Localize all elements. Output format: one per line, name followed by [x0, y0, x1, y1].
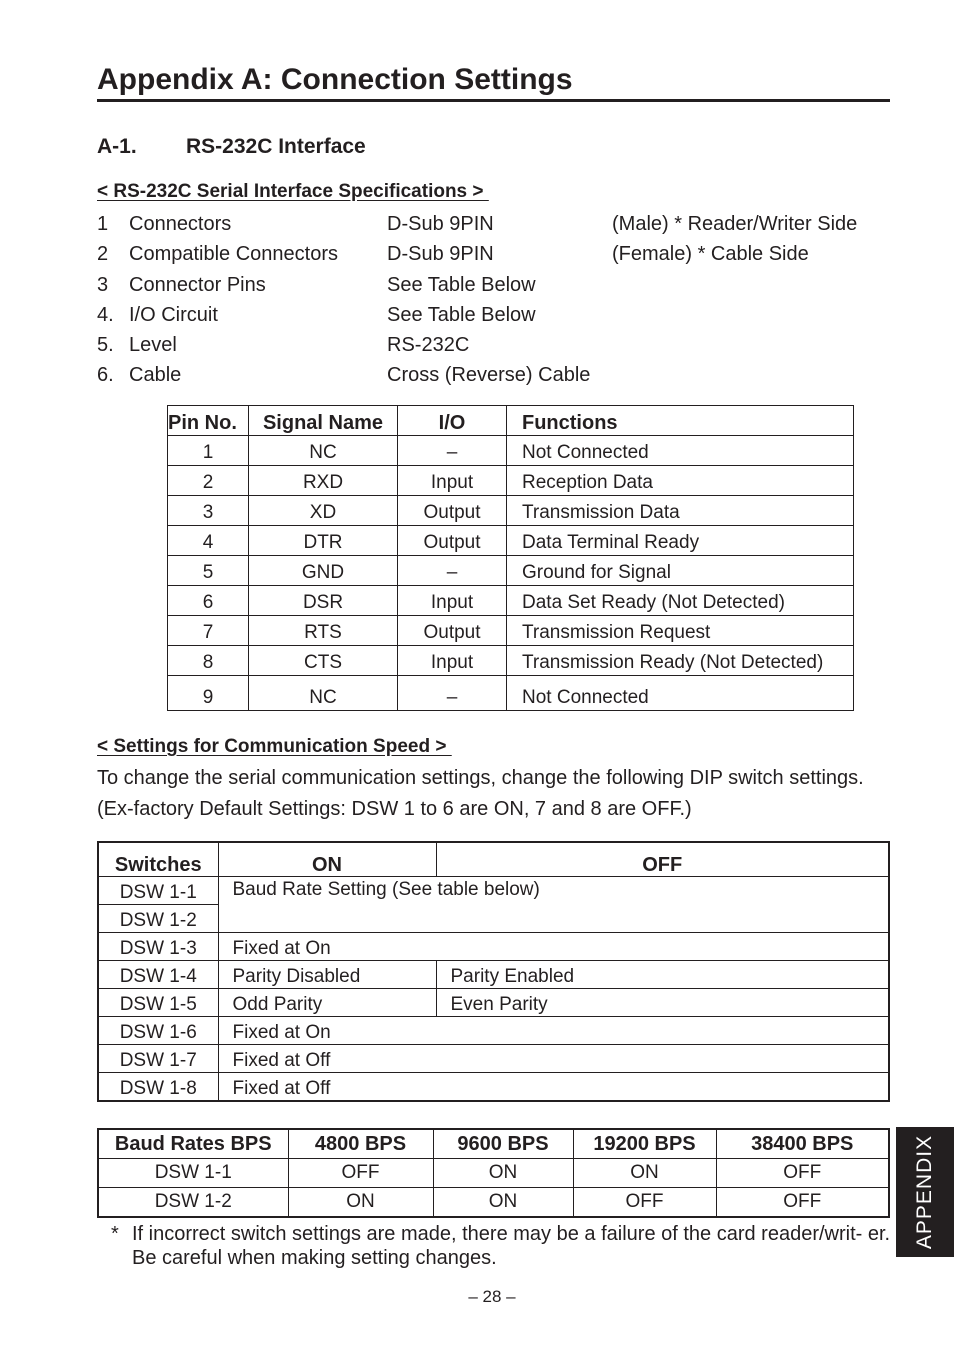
table-cell: GND: [249, 556, 398, 586]
spec-num: 4.: [97, 303, 114, 326]
table-cell: DTR: [249, 526, 398, 556]
table-cell: –: [398, 556, 507, 586]
spec-num: 2: [97, 243, 109, 266]
table-cell: 6: [168, 586, 249, 616]
table-cell: NC: [249, 436, 398, 466]
spec-value: Cross (Reverse) Cable: [387, 364, 591, 387]
speed-heading: < Settings for Communication Speed >: [97, 736, 452, 757]
table-cell: OFF: [288, 1159, 433, 1188]
spec-note: (Female) * Cable Side: [612, 243, 809, 266]
spec-item: [97, 239, 897, 269]
spec-value: RS-232C: [387, 334, 470, 357]
switch-cell: DSW 1-1: [98, 877, 218, 905]
table-row: [168, 556, 854, 586]
column-header: I/O: [398, 406, 507, 436]
table-cell: DSW 1-1: [98, 1159, 288, 1188]
table-cell: RTS: [249, 616, 398, 646]
column-header: 4800 BPS: [288, 1129, 433, 1159]
table-cell: NC: [249, 676, 398, 711]
spec-label: Connector Pins: [129, 273, 266, 296]
table-row: [98, 989, 889, 1017]
table-cell: Fixed at On: [218, 933, 889, 961]
spec-value: D-Sub 9PIN: [387, 213, 494, 235]
switch-cell: DSW 1-4: [98, 961, 218, 989]
switch-cell: DSW 1-5: [98, 989, 218, 1017]
spec-label: Connectors: [129, 213, 232, 235]
footnote-marker: *: [111, 1223, 119, 1245]
spec-note: (Male) * Reader/Writer Side: [612, 213, 858, 235]
table-cell: Input: [398, 586, 507, 616]
table-cell: Output: [398, 616, 507, 646]
table-header-row: [168, 406, 854, 436]
switch-cell: DSW 1-8: [98, 1073, 218, 1102]
table-row: [98, 933, 889, 961]
spec-label: I/O Circuit: [129, 303, 218, 326]
table-row: [98, 1188, 889, 1218]
table-cell: ON: [433, 1188, 573, 1218]
table-cell: Even Parity: [436, 989, 889, 1017]
section-number: A-1.: [97, 135, 137, 158]
table-cell: Reception Data: [507, 466, 854, 496]
side-tab-label: APPENDIX: [913, 1134, 936, 1250]
spec-label: Level: [129, 334, 177, 357]
table-cell: ON: [573, 1159, 716, 1188]
table-cell: RXD: [249, 466, 398, 496]
baud-rate-cell: Baud Rate Setting (See table below): [218, 877, 889, 933]
table-cell: –: [398, 676, 507, 711]
table-row: [168, 616, 854, 646]
spec-value: See Table Below: [387, 303, 536, 326]
table-cell: Transmission Request: [507, 616, 854, 646]
column-header: Functions: [507, 406, 854, 436]
page-number: – 28 –: [468, 1287, 516, 1306]
dip-switch-table: [97, 841, 890, 1102]
table-header-row: [98, 842, 889, 877]
spec-item: [97, 270, 897, 300]
footnote-text: If incorrect switch settings are made, there may be a failure of the card reader/writ- er. Be careful when making setting changes.: [132, 1223, 891, 1269]
table-row: [168, 526, 854, 556]
table-cell: Data Terminal Ready: [507, 526, 854, 556]
section-title: RS-232C Interface: [186, 135, 366, 158]
column-header: ON: [218, 842, 436, 877]
table-cell: Input: [398, 466, 507, 496]
spec-item: [97, 330, 897, 360]
table-cell: Ground for Signal: [507, 556, 854, 586]
pin-table: [167, 405, 854, 711]
table-cell: Parity Enabled: [436, 961, 889, 989]
spec-list: [97, 209, 897, 391]
table-cell: 1: [168, 436, 249, 466]
table-cell: Transmission Data: [507, 496, 854, 526]
footnote: [111, 1222, 891, 1270]
speed-defaults: (Ex-factory Default Settings: DSW 1 to 6 are ON, 7 and 8 are OFF.): [97, 798, 692, 820]
spec-num: 3: [97, 273, 109, 296]
speed-instruction: To change the serial communication settings, change the following DIP switch settings.: [97, 767, 864, 789]
table-cell: Output: [398, 526, 507, 556]
table-row: [98, 1159, 889, 1188]
table-row: [168, 496, 854, 526]
spec-value: See Table Below: [387, 273, 536, 296]
table-cell: 3: [168, 496, 249, 526]
table-row: [168, 436, 854, 466]
table-row: [168, 586, 854, 616]
spec-value: D-Sub 9PIN: [387, 243, 494, 266]
table-cell: DSW 1-2: [98, 1188, 288, 1218]
spec-label: Compatible Connectors: [129, 243, 338, 266]
table-cell: ON: [433, 1159, 573, 1188]
table-cell: 4: [168, 526, 249, 556]
table-row: [168, 466, 854, 496]
table-cell: Fixed at Off: [218, 1073, 889, 1102]
table-cell: Fixed at Off: [218, 1045, 889, 1073]
spec-num: 5.: [97, 334, 114, 357]
table-cell: DSR: [249, 586, 398, 616]
spec-item: [97, 360, 897, 390]
table-cell: –: [398, 436, 507, 466]
table-row: [98, 961, 889, 989]
column-header: 19200 BPS: [573, 1129, 716, 1159]
table-cell: Transmission Ready (Not Detected): [507, 646, 854, 676]
appendix-side-tab: [896, 1127, 954, 1257]
column-header: 38400 BPS: [716, 1129, 889, 1159]
switch-cell: DSW 1-7: [98, 1045, 218, 1073]
table-cell: 8: [168, 646, 249, 676]
baud-rate-table: [97, 1128, 890, 1218]
table-row: [98, 1045, 889, 1073]
spec-num: 1: [97, 213, 109, 235]
switch-cell: DSW 1-3: [98, 933, 218, 961]
table-cell: Not Connected: [507, 676, 854, 711]
table-row: [98, 1073, 889, 1102]
table-cell: OFF: [716, 1188, 889, 1218]
spec-label: Cable: [129, 364, 182, 387]
table-row: [98, 1017, 889, 1045]
page-title: Appendix A: Connection Settings: [97, 62, 890, 102]
table-cell: Not Connected: [507, 436, 854, 466]
table-cell: ON: [288, 1188, 433, 1218]
table-cell: Output: [398, 496, 507, 526]
table-cell: 5: [168, 556, 249, 586]
table-cell: 7: [168, 616, 249, 646]
table-row: [168, 646, 854, 676]
table-cell: 9: [168, 676, 249, 711]
table-cell: OFF: [573, 1188, 716, 1218]
table-cell: CTS: [249, 646, 398, 676]
table-cell: Data Set Ready (Not Detected): [507, 586, 854, 616]
spec-heading: < RS-232C Serial Interface Specifications >: [97, 181, 489, 202]
table-cell: 2: [168, 466, 249, 496]
column-header: Pin No.: [168, 406, 249, 436]
column-header: Signal Name: [249, 406, 398, 436]
table-row: [168, 676, 854, 711]
table-cell: Odd Parity: [218, 989, 436, 1017]
table-header-row: [98, 1129, 889, 1159]
table-cell: Parity Disabled: [218, 961, 436, 989]
table-cell: OFF: [716, 1159, 889, 1188]
table-row: [98, 877, 889, 905]
table-cell: Fixed at On: [218, 1017, 889, 1045]
spec-num: 6.: [97, 364, 114, 387]
column-header: Switches: [98, 842, 218, 877]
switch-cell: DSW 1-6: [98, 1017, 218, 1045]
column-header: Baud Rates BPS: [98, 1129, 288, 1159]
column-header: OFF: [436, 842, 889, 877]
switch-cell: DSW 1-2: [98, 905, 218, 933]
spec-item: [97, 300, 897, 330]
section-heading: [97, 133, 366, 161]
spec-item: [97, 209, 897, 239]
column-header: 9600 BPS: [433, 1129, 573, 1159]
table-cell: Input: [398, 646, 507, 676]
table-cell: XD: [249, 496, 398, 526]
